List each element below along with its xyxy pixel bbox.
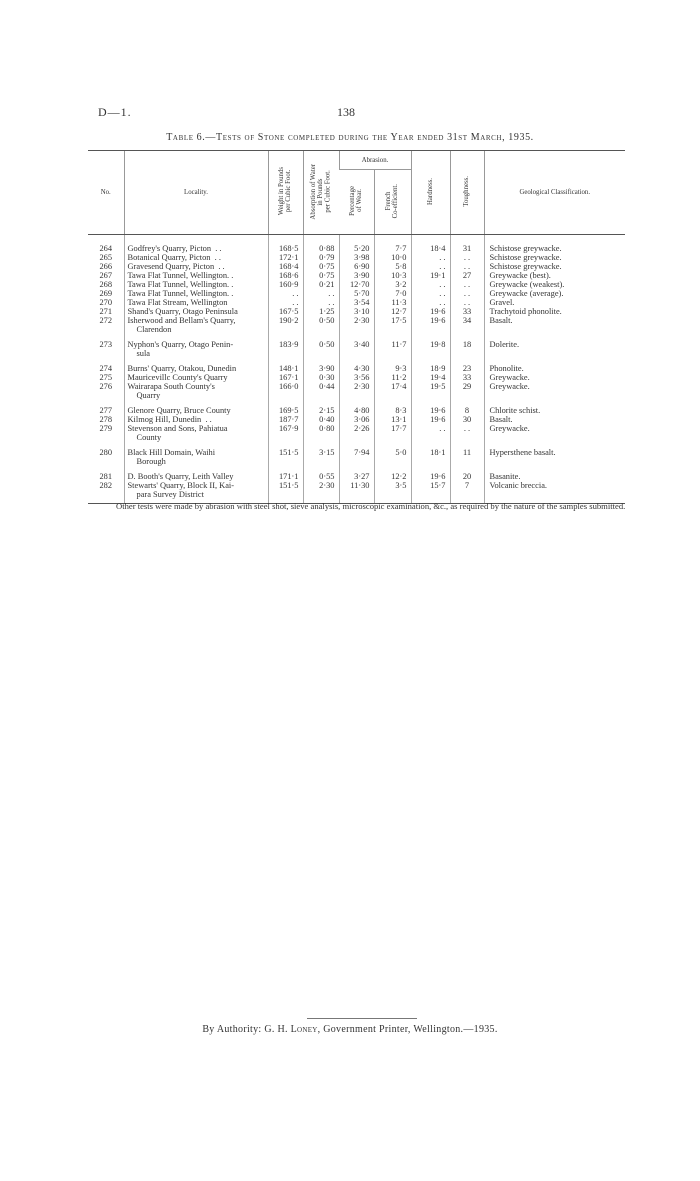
- imprint-printer: G. H. Loney,: [264, 1024, 321, 1035]
- cell-geology: Volcanic breccia.: [484, 481, 625, 504]
- locality-line-2: sula: [136, 349, 150, 358]
- cell-geology: Dolerite.: [484, 334, 625, 358]
- cell-absorption: 0·80: [303, 424, 339, 442]
- locality-line-1: Burns' Quarry, Otakou, Dunedin: [127, 364, 237, 373]
- cell-hardness: 18·9: [411, 358, 450, 373]
- cell-french: 3·2: [374, 280, 411, 289]
- cell-locality: [124, 244, 268, 253]
- cell-toughness: 18: [450, 334, 484, 358]
- cell-absorption: . .: [303, 289, 339, 298]
- cell-toughness: 20: [450, 466, 484, 481]
- cell-geology: Schistose greywacke.: [484, 262, 625, 271]
- cell-geology: Greywacke (average).: [484, 289, 625, 298]
- cell-percentage: 3·54: [339, 298, 374, 307]
- cell-geology: Greywacke.: [484, 424, 625, 442]
- locality-line-1: Kilmog Hill, Dunedin: [127, 415, 202, 424]
- table-header: [88, 151, 625, 235]
- cell-no: 266: [99, 262, 113, 271]
- cell-percentage: 3·06: [339, 415, 374, 424]
- page-number: 138: [337, 105, 355, 119]
- cell-no: 265: [99, 253, 113, 262]
- locality-line-1: Glenore Quarry, Bruce County: [127, 406, 231, 415]
- cell-weight: 167·9: [268, 424, 303, 442]
- cell-weight: . .: [268, 289, 303, 298]
- cell-locality: [124, 289, 268, 298]
- cell-locality: [124, 262, 268, 271]
- cell-percentage: 3·10: [339, 307, 374, 316]
- cell-hardness: 19·4: [411, 373, 450, 382]
- cell-geology: Greywacke (best).: [484, 271, 625, 280]
- cell-percentage: 2·30: [339, 316, 374, 334]
- cell-no: 282: [88, 481, 124, 504]
- table-row: [88, 244, 625, 253]
- locality-line-2: Quarry: [136, 391, 161, 400]
- locality-line-1: Tawa Flat Tunnel, Wellington. .: [127, 280, 234, 289]
- cell-toughness: . .: [450, 253, 484, 262]
- cell-no: 271: [99, 307, 113, 316]
- table-row: [88, 358, 625, 373]
- cell-toughness: 33: [450, 373, 484, 382]
- cell-absorption: 0·50: [303, 334, 339, 358]
- cell-weight: 166·0: [268, 382, 303, 400]
- cell-geology: Basanite.: [484, 466, 625, 481]
- cell-geology: Basalt.: [484, 415, 625, 424]
- cell-geology: Greywacke.: [484, 373, 625, 382]
- cell-french: 5·0: [374, 442, 411, 466]
- cell-percentage: 3·40: [339, 334, 374, 358]
- cell-french: 11·3: [374, 298, 411, 307]
- header-percentage: Percentage of Wear.: [339, 170, 374, 235]
- cell-no: 267: [99, 271, 113, 280]
- cell-no: 273: [99, 340, 113, 349]
- table-title: Table 6.—Tests of Stone completed during the Year ended 31st March, 1935.: [166, 132, 534, 143]
- cell-no: 277: [99, 406, 113, 415]
- cell-no: 280: [99, 448, 113, 457]
- cell-no: 269: [99, 289, 113, 298]
- locality-line-1: Wairarapa South County's: [127, 382, 215, 391]
- cell-locality: [124, 358, 268, 373]
- cell-absorption: 1·25: [303, 307, 339, 316]
- cell-no: 264: [99, 244, 113, 253]
- locality-line-1: Shand's Quarry, Otago Peninsula: [127, 307, 238, 316]
- cell-geology: Hypersthene basalt.: [484, 442, 625, 466]
- cell-toughness: 27: [450, 271, 484, 280]
- cell-locality: [124, 466, 268, 481]
- cell-french: 5·8: [374, 262, 411, 271]
- table-row: [88, 262, 625, 271]
- cell-french: 17·5: [374, 316, 411, 334]
- cell-weight: . .: [268, 298, 303, 307]
- cell-hardness: . .: [411, 280, 450, 289]
- cell-french: 7·0: [374, 289, 411, 298]
- cell-hardness: 19·6: [411, 466, 450, 481]
- cell-no: 272: [99, 316, 113, 325]
- table-row: [88, 373, 625, 382]
- cell-locality: [124, 280, 268, 289]
- cell-geology: Gravel.: [484, 298, 625, 307]
- cell-weight: 168·5: [268, 244, 303, 253]
- cell-percentage: 6·90: [339, 262, 374, 271]
- cell-locality: [124, 415, 268, 424]
- table-row: [88, 271, 625, 280]
- cell-toughness: . .: [450, 424, 484, 442]
- cell-no: 279: [99, 424, 113, 433]
- table-row: [88, 442, 625, 466]
- cell-weight: 183·9: [268, 334, 303, 358]
- imprint-rule: [307, 1018, 417, 1019]
- table-row: [88, 382, 625, 400]
- cell-no: 274: [99, 364, 113, 373]
- cell-french: 11·7: [374, 334, 411, 358]
- cell-weight: 190·2: [268, 316, 303, 334]
- table-row: [88, 253, 625, 262]
- cell-toughness: 11: [450, 442, 484, 466]
- cell-french: 8·3: [374, 400, 411, 415]
- cell-percentage: 12·70: [339, 280, 374, 289]
- cell-locality: [124, 253, 268, 262]
- cell-toughness: 7: [450, 481, 484, 504]
- imprint-prefix: By Authority:: [202, 1024, 262, 1035]
- header-geology: Geological Classification.: [484, 151, 625, 235]
- cell-weight: 151·5: [268, 442, 303, 466]
- locality-line-1: Tawa Flat Tunnel, Wellington. .: [127, 271, 234, 280]
- cell-hardness: 19·6: [411, 415, 450, 424]
- cell-geology: Greywacke (weakest).: [484, 280, 625, 289]
- cell-percentage: 4·30: [339, 358, 374, 373]
- locality-line-1: Stevenson and Sons, Pahiatua: [127, 424, 228, 433]
- cell-absorption: 0·50: [303, 316, 339, 334]
- cell-absorption: 0·55: [303, 466, 339, 481]
- table-row: [88, 334, 625, 358]
- cell-toughness: 33: [450, 307, 484, 316]
- cell-weight: 167·1: [268, 373, 303, 382]
- cell-geology: Basalt.: [484, 316, 625, 334]
- cell-absorption: 3·90: [303, 358, 339, 373]
- cell-weight: 168·4: [268, 262, 303, 271]
- cell-weight: 172·1: [268, 253, 303, 262]
- cell-hardness: 19·1: [411, 271, 450, 280]
- cell-french: 3·5: [374, 481, 411, 504]
- cell-french: 17·4: [374, 382, 411, 400]
- cell-weight: 167·5: [268, 307, 303, 316]
- cell-toughness: 30: [450, 415, 484, 424]
- cell-percentage: 2·26: [339, 424, 374, 442]
- cell-no: 270: [99, 298, 113, 307]
- cell-percentage: 5·20: [339, 244, 374, 253]
- cell-locality: [124, 442, 268, 466]
- locality-line-2: Clarendon: [136, 325, 172, 334]
- printer-imprint: [0, 1024, 700, 1035]
- cell-toughness: 34: [450, 316, 484, 334]
- locality-line-2: County: [136, 433, 162, 442]
- cell-absorption: 0·30: [303, 373, 339, 382]
- cell-weight: 169·5: [268, 400, 303, 415]
- cell-absorption: 2·15: [303, 400, 339, 415]
- cell-french: 17·7: [374, 424, 411, 442]
- cell-locality: [124, 271, 268, 280]
- header-toughness: Toughness.: [450, 151, 484, 235]
- cell-hardness: 18·4: [411, 244, 450, 253]
- cell-percentage: 3·27: [339, 466, 374, 481]
- cell-french: 12·7: [374, 307, 411, 316]
- cell-french: 10·3: [374, 271, 411, 280]
- locality-line-2: para Survey District: [136, 490, 204, 499]
- cell-weight: 168·6: [268, 271, 303, 280]
- cell-absorption: 0·79: [303, 253, 339, 262]
- cell-locality: [124, 382, 268, 400]
- cell-french: 13·1: [374, 415, 411, 424]
- header-no: No.: [88, 151, 124, 235]
- cell-toughness: . .: [450, 289, 484, 298]
- table-row: [88, 307, 625, 316]
- cell-absorption: 0·75: [303, 262, 339, 271]
- cell-absorption: 3·15: [303, 442, 339, 466]
- cell-absorption: 0·21: [303, 280, 339, 289]
- table-row: [88, 415, 625, 424]
- cell-absorption: 2·30: [303, 481, 339, 504]
- cell-percentage: 2·30: [339, 382, 374, 400]
- locality-line-1: Botanical Quarry, Picton: [127, 253, 211, 262]
- cell-hardness: 19·5: [411, 382, 450, 400]
- locality-leader: . .: [211, 244, 222, 253]
- cell-percentage: 4·80: [339, 400, 374, 415]
- locality-leader: . .: [201, 415, 212, 424]
- cell-no: 278: [99, 415, 113, 424]
- locality-line-1: Stewarts' Quarry, Block II, Kai-: [127, 481, 235, 490]
- locality-leader: . .: [210, 253, 221, 262]
- cell-french: 11·2: [374, 373, 411, 382]
- cell-french: 12·2: [374, 466, 411, 481]
- cell-hardness: . .: [411, 253, 450, 262]
- cell-weight: 187·7: [268, 415, 303, 424]
- locality-line-1: Isherwood and Bellam's Quarry,: [127, 316, 236, 325]
- table-row: [88, 400, 625, 415]
- table-row: [88, 316, 625, 334]
- cell-geology: Greywacke.: [484, 382, 625, 400]
- cell-french: 10·0: [374, 253, 411, 262]
- cell-weight: 148·1: [268, 358, 303, 373]
- locality-line-1: Black Hill Domain, Waihi: [127, 448, 216, 457]
- cell-percentage: 11·30: [339, 481, 374, 504]
- cell-percentage: 5·70: [339, 289, 374, 298]
- cell-locality: [124, 298, 268, 307]
- locality-line-1: D. Booth's Quarry, Leith Valley: [127, 472, 234, 481]
- locality-line-1: Tawa Flat Stream, Wellington: [127, 298, 228, 307]
- cell-absorption: . .: [303, 298, 339, 307]
- cell-locality: [124, 373, 268, 382]
- cell-weight: 171·1: [268, 466, 303, 481]
- cell-no: 281: [99, 472, 113, 481]
- cell-percentage: 3·90: [339, 271, 374, 280]
- locality-leader: . .: [214, 262, 225, 271]
- cell-weight: 160·9: [268, 280, 303, 289]
- locality-line-1: Tawa Flat Tunnel, Wellington. .: [127, 289, 234, 298]
- cell-french: 9·3: [374, 358, 411, 373]
- table-row: [88, 289, 625, 298]
- cell-locality: [124, 400, 268, 415]
- cell-toughness: 23: [450, 358, 484, 373]
- stone-tests-table: [88, 150, 625, 504]
- cell-absorption: 0·44: [303, 382, 339, 400]
- cell-toughness: . .: [450, 262, 484, 271]
- table-row: [88, 424, 625, 442]
- stone-tests-table-wrapper: [88, 150, 625, 504]
- cell-hardness: 19·6: [411, 307, 450, 316]
- page-reference: D—1.: [98, 105, 132, 119]
- cell-weight: 151·5: [268, 481, 303, 504]
- cell-geology: Phonolite.: [484, 358, 625, 373]
- header-abrasion: Abrasion.: [339, 151, 411, 170]
- header-weight: Weight in Pounds per Cubic Foot.: [268, 151, 303, 235]
- cell-hardness: . .: [411, 424, 450, 442]
- cell-absorption: 0·88: [303, 244, 339, 253]
- header-absorption: Absorption of Water in Pounds per Cubic Foot.: [303, 151, 339, 235]
- locality-line-2: Borough: [136, 457, 166, 466]
- header-hardness: Hardness.: [411, 151, 450, 235]
- cell-no: 275: [99, 373, 113, 382]
- cell-toughness: 31: [450, 244, 484, 253]
- table-row: [88, 298, 625, 307]
- cell-hardness: 19·6: [411, 316, 450, 334]
- locality-line-1: Gravesend Quarry, Picton: [127, 262, 215, 271]
- cell-french: 7·7: [374, 244, 411, 253]
- cell-toughness: 29: [450, 382, 484, 400]
- cell-percentage: 3·98: [339, 253, 374, 262]
- imprint-suffix: Government Printer, Wellington.—1935.: [323, 1024, 498, 1035]
- header-french: French Co-efficient.: [374, 170, 411, 235]
- cell-percentage: 3·56: [339, 373, 374, 382]
- table-body: [88, 235, 625, 504]
- cell-geology: Schistose greywacke.: [484, 253, 625, 262]
- locality-line-1: Godfrey's Quarry, Picton: [127, 244, 212, 253]
- cell-locality: [124, 307, 268, 316]
- cell-geology: Chlorite schist.: [484, 400, 625, 415]
- cell-hardness: . .: [411, 262, 450, 271]
- cell-absorption: 0·40: [303, 415, 339, 424]
- cell-locality: [124, 424, 268, 442]
- cell-toughness: . .: [450, 280, 484, 289]
- cell-toughness: . .: [450, 298, 484, 307]
- cell-hardness: 15·7: [411, 481, 450, 504]
- cell-no: 268: [99, 280, 113, 289]
- table-row: [88, 280, 625, 289]
- cell-locality: [124, 316, 268, 334]
- cell-geology: Schistose greywacke.: [484, 244, 625, 253]
- cell-hardness: 19·8: [411, 334, 450, 358]
- cell-hardness: . .: [411, 289, 450, 298]
- cell-hardness: 18·1: [411, 442, 450, 466]
- table-row: [88, 466, 625, 481]
- locality-line-1: Nyphon's Quarry, Otago Penin-: [127, 340, 234, 349]
- cell-percentage: 7·94: [339, 442, 374, 466]
- cell-absorption: 0·75: [303, 271, 339, 280]
- cell-hardness: 19·6: [411, 400, 450, 415]
- header-locality: Locality.: [124, 151, 268, 235]
- cell-toughness: 8: [450, 400, 484, 415]
- cell-geology: Trachytoid phonolite.: [484, 307, 625, 316]
- cell-no: 276: [99, 382, 113, 391]
- locality-line-1: Mauricevillc County's Quarry: [127, 373, 228, 382]
- footnote: Other tests were made by abrasion with steel shot, sieve analysis, microscopic examination, &c., as required by the nature of the samples submitted.: [116, 501, 626, 511]
- cell-locality: [124, 334, 268, 358]
- cell-hardness: . .: [411, 298, 450, 307]
